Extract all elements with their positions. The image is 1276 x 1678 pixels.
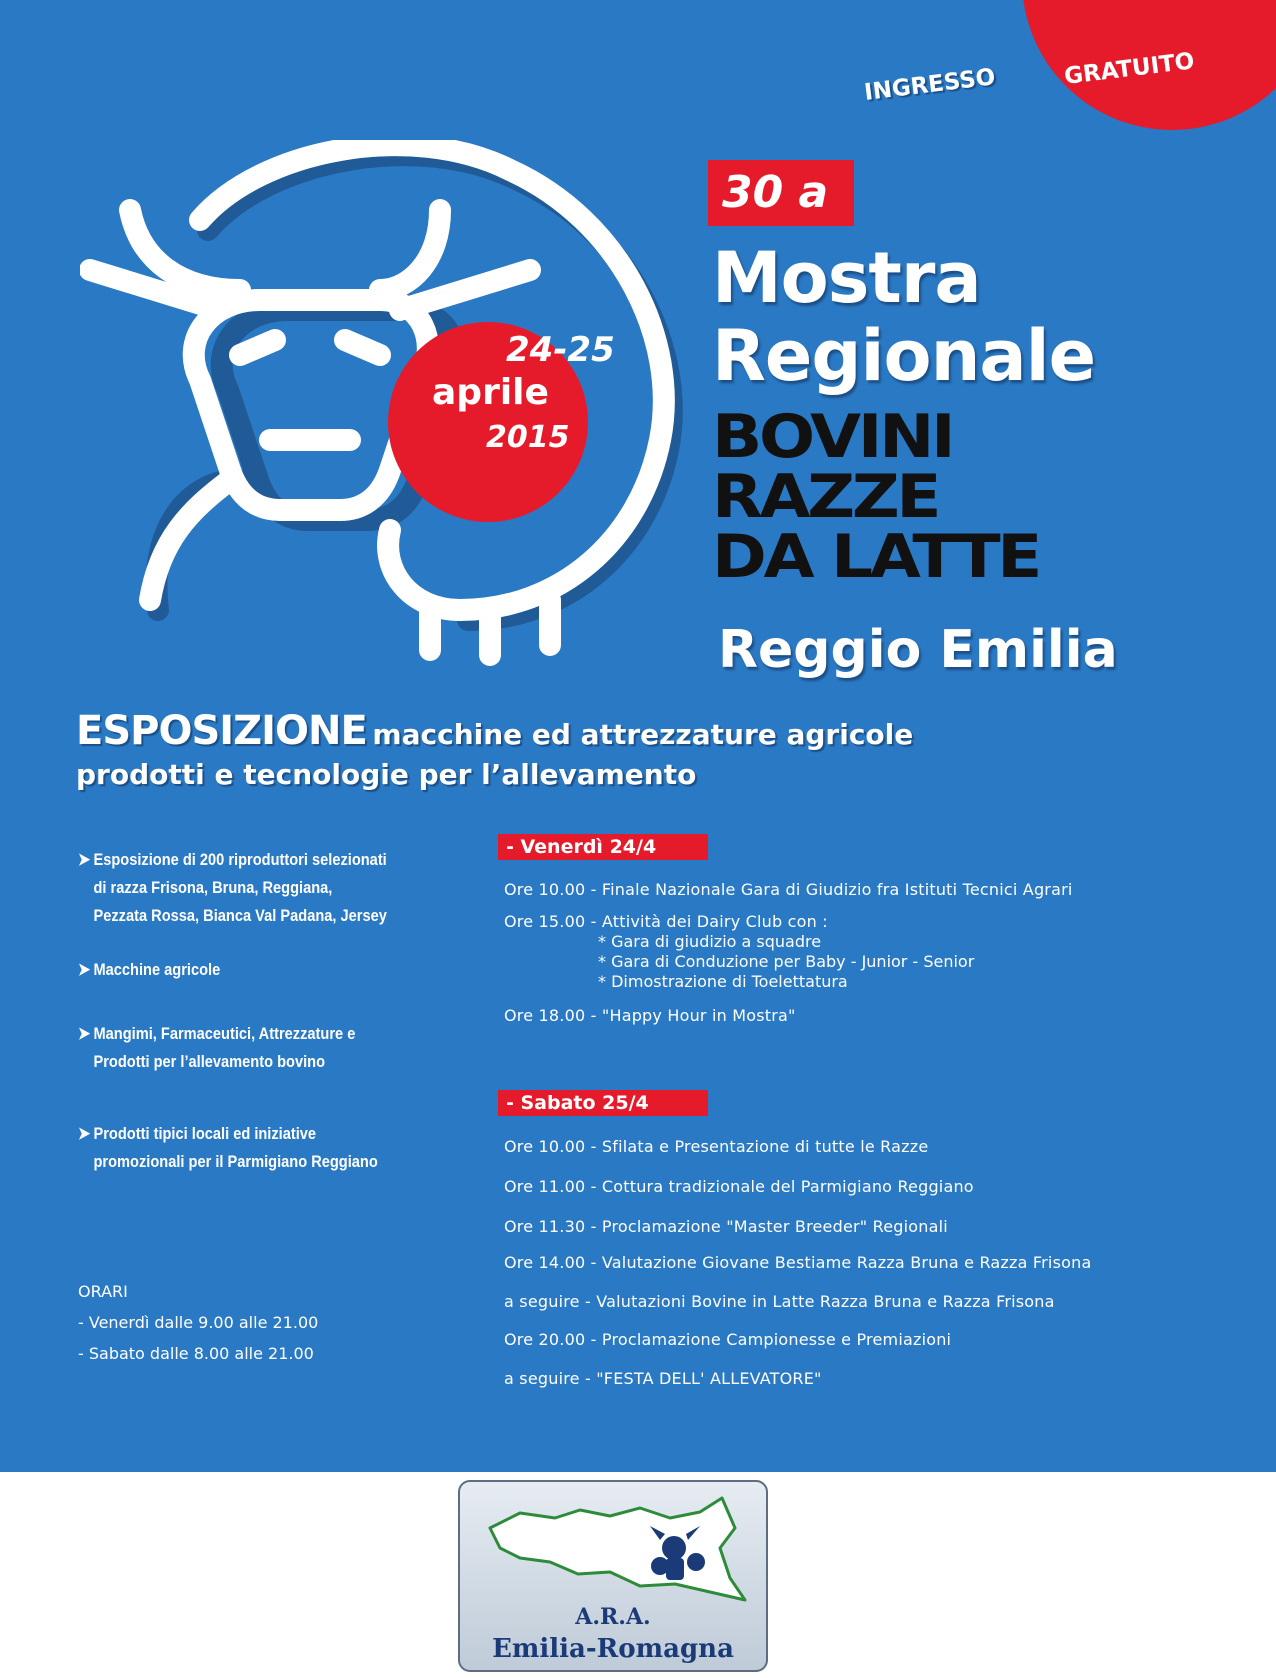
exposition-subheading: prodotti e tecnologie per l’allevamento [76,758,697,791]
opening-hours-friday: - Venerdì dalle 9.00 alle 21.00 [78,1313,319,1332]
opening-hours [78,1276,318,1369]
title-mostra: Mostra [712,237,981,319]
schedule-subitem: * Gara di giudizio a squadre [598,932,822,951]
emilia-romagna-map-icon [460,1488,766,1608]
title-bovini: BOVINI [712,402,953,472]
date-days: 24-25 [506,330,615,370]
schedule-friday-label: - Venerdì 24/4 [498,834,708,860]
schedule-event: Ore 14.00 - Valutazione Giovane Bestiame Razza Bruna e Razza Frisona [504,1253,1092,1272]
schedule-event: Ore 11.30 - Proclamazione "Master Breeder" Regionali [504,1217,948,1236]
logo-text-ara: A.R.A. [575,1604,651,1630]
badge-gratuito-text: GRATUITO [1062,48,1196,90]
schedule-event: Ore 18.00 - "Happy Hour in Mostra" [504,1006,796,1025]
edition-number: 30 a [708,160,854,226]
schedule-event: a seguire - Valutazioni Bovine in Latte Razza Bruna e Razza Frisona [504,1292,1055,1311]
schedule-event: Ore 20.00 - Proclamazione Campionesse e Premiazioni [504,1330,952,1349]
title-regionale: Regionale [712,315,1096,397]
schedule-event: a seguire - "FESTA DELL' ALLEVATORE" [504,1369,822,1388]
schedule-subitem: * Gara di Conduzione per Baby - Junior - Senior [598,952,975,971]
cow-logo-icon [80,140,700,680]
exposition-heading-main: ESPOSIZIONE [76,708,367,754]
ara-logo [458,1480,768,1672]
badge-ingresso-text: INGRESSO [862,64,997,106]
schedule-event: Ore 15.00 - Attività dei Dairy Club con : [504,912,828,931]
arrow-bullet-icon: ➤ [78,960,91,979]
arrow-bullet-icon: ➤ [78,850,91,869]
logo-text-region: Emilia-Romagna [492,1634,734,1664]
feature-item: ➤ Macchine agricole [78,956,439,984]
feature-item: ➤ Esposizione di 200 riproduttori selezionati di razza Frisona, Bruna, Reggiana, Pezzata Rossa, Bianca Val Padana, Jersey [78,846,439,930]
schedule-event: Ore 10.00 - Finale Nazionale Gara di Giudizio fra Istituti Tecnici Agrari [504,880,1073,899]
schedule-event: Ore 10.00 - Sfilata e Presentazione di tutte le Razze [504,1137,929,1156]
feature-item: ➤ Mangimi, Farmaceutici, Attrezzature e Prodotti per l’allevamento bovino [78,1020,439,1076]
arrow-bullet-icon: ➤ [78,1124,91,1143]
title-da-latte: DA LATTE [712,522,1040,592]
schedule-event: Ore 11.00 - Cottura tradizionale del Parmigiano Reggiano [504,1177,974,1196]
opening-hours-saturday: - Sabato dalle 8.00 alle 21.00 [78,1344,314,1363]
title-razze: RAZZE [712,462,939,532]
date-month: aprile [432,372,549,413]
schedule-saturday-label: - Sabato 25/4 [498,1090,708,1116]
title-city: Reggio Emilia [718,620,1118,680]
exposition-heading [76,708,913,754]
schedule-subitem: * Dimostrazione di Toelettatura [598,972,848,991]
opening-hours-title: ORARI [78,1282,128,1301]
feature-item: ➤ Prodotti tipici locali ed iniziative promozionali per il Parmigiano Reggiano [78,1120,439,1176]
exposition-heading-rest: macchine ed attrezzature agricole [372,718,914,751]
arrow-bullet-icon: ➤ [78,1024,91,1043]
date-year: 2015 [486,420,570,455]
